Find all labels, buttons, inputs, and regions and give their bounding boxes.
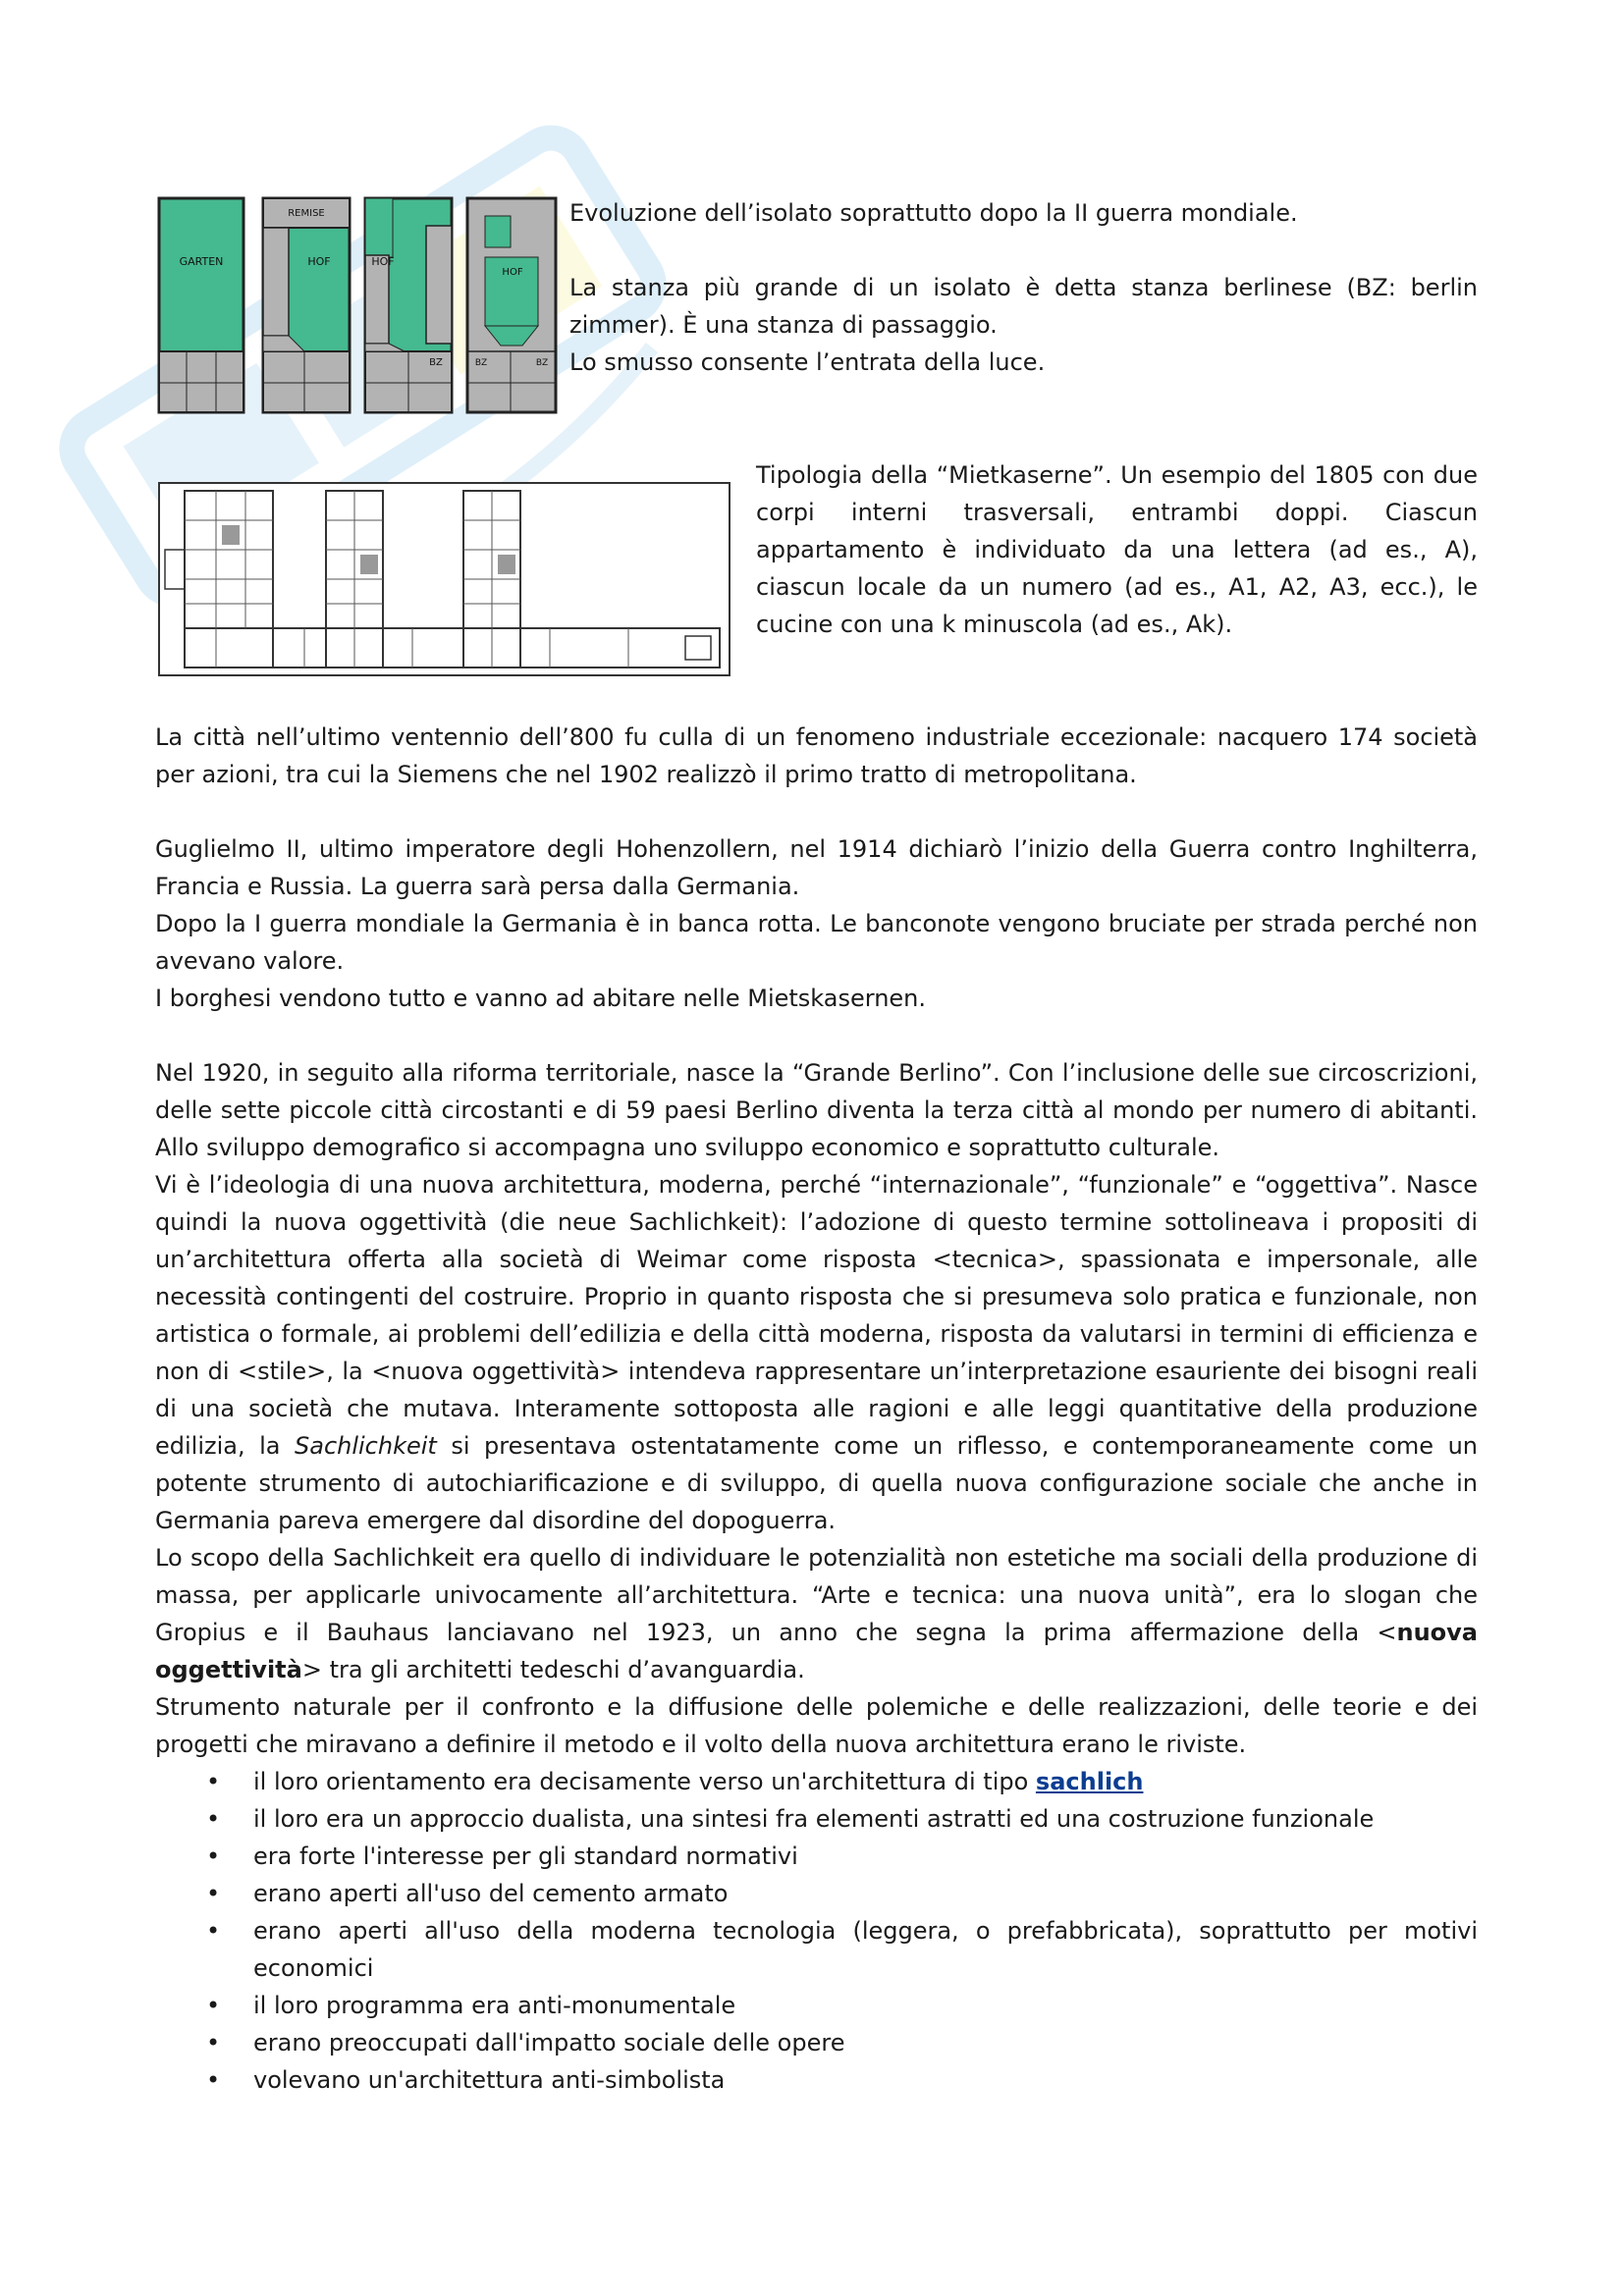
list-item: • erano aperti all'uso della moderna tecnologia (leggera, o prefabbricata), soprattutto per motivi economici (155, 1912, 1478, 1987)
paragraph-grande-berlino: Nel 1920, in seguito alla riforma territoriale, nasce la “Grande Berlino”. Con l’inclusione delle sue circoscrizioni, delle sette piccole città circostanti e di 59 paesi Berlino diventa la terza città al mondo per numero di abitanti. Allo sviluppo demografico si accompagna uno sviluppo economico e soprattutto culturale. (155, 1059, 1478, 1161)
block-evolution-caption (569, 194, 1478, 381)
hof-label-4: HOF (502, 267, 523, 278)
list-item: • era forte l'interesse per gli standard normativi (155, 1838, 1478, 1875)
caption-line-3: Lo smusso consente l’entrata della luce. (569, 348, 1046, 376)
paragraph-war-2: Dopo la I guerra mondiale la Germania è in banca rotta. Le banconote vengono bruciate per strada perché non avevano valore. (155, 910, 1478, 975)
caption-line-2: La stanza più grande di un isolato è detta stanza berlinese (BZ: berlin zimmer). È una stanza di passaggio. (569, 274, 1478, 339)
list-item: • volevano un'architettura anti-simbolista (155, 2061, 1478, 2099)
list-item: • il loro programma era anti-monumentale (155, 1987, 1478, 2024)
garten-label: GARTEN (179, 255, 224, 268)
main-text (155, 719, 1478, 2099)
list-item: • erano preoccupati dall'impatto sociale delle opere (155, 2024, 1478, 2061)
block-evolution-figure (157, 196, 560, 414)
paragraph-war-1: Guglielmo II, ultimo imperatore degli Hohenzollern, nel 1914 dichiarò l’inizio della Guerra contro Inghilterra, Francia e Russia. La guerra sarà persa dalla Germania. (155, 835, 1478, 900)
paragraph-industry: La città nell’ultimo ventennio dell’800 fu culla di un fenomeno industriale eccezionale: nacquero 174 società per azioni, tra cui la Siemens che nel 1902 realizzò il primo tratto di metropolitana. (155, 723, 1478, 788)
hof-label-2: HOF (307, 255, 331, 268)
hof-label-3: HOF (371, 255, 395, 268)
mietkaserne-caption: Tipologia della “Mietkaserne”. Un esempio del 1805 con due corpi interni trasversali, entrambi doppi. Ciascun appartamento è individuato da una lettera (ad es., A), ciascun locale da un numero (ad es., A1, A2, A3, ecc.), le cucine con una k minuscola (ad es., Ak). (756, 461, 1478, 638)
sachlichkeit-italic: Sachlichkeit (295, 1432, 437, 1460)
mietkaserne-plan-figure (157, 481, 731, 677)
bz-label-4a: BZ (474, 358, 488, 368)
list-item: • il loro orientamento era decisamente verso un'architettura di tipo sachlich (155, 1763, 1478, 1800)
bz-label-4b: BZ (535, 358, 549, 368)
nuova-oggettivita-bold: nuova oggettività (155, 1619, 1478, 1683)
paragraph-sachlichkeit: Vi è l’ideologia di una nuova architettura, moderna, perché “internazionale”, “funzionale” e “oggettiva”. Nasce quindi la nuova oggettività (die neue Sachlichkeit): l’adozione di questo termine sottolineava i propositi di un’architettura offerta alla società di Weimar come risposta <tecnica>, spassionata e impersonale, alle necessità contingenti del costruire. Proprio in quanto risposta che si presumeva solo pratica e funzionale, non artistica o formale, ai problemi dell’edilizia e della città moderna, risposta da valutarsi in termini di efficienza e non di <stile>, la <nuova oggettività> intendeva rappresentare un’interpretazione esauriente dei bisogni reali di una società che mutava. Interamente sottoposta alle ragioni e alle leggi quantitative della produzione edilizia, la Sachlichkeit si presentava ostentatamente come un riflesso, e contemporaneamente come un potente strumento di autochiarificazione e di sviluppo, di quella nuova configurazione sociale che anche in Germania pareva emergere dal disordine del dopoguerra. (155, 1171, 1478, 1534)
bz-label-3: BZ (429, 357, 443, 368)
paragraph-riviste: Strumento naturale per il confronto e la diffusione delle polemiche e delle realizzazioni, delle teorie e dei progetti che miravano a definire il metodo e il volto della nuova architettura erano le riviste. (155, 1693, 1478, 1758)
paragraph-war-3: I borghesi vendono tutto e vanno ad abitare nelle Mietskasernen. (155, 985, 927, 1012)
remise-label: REMISE (288, 208, 325, 219)
list-item: • il loro era un approccio dualista, una sintesi fra elementi astratti ed una costruzione funzionale (155, 1800, 1478, 1838)
caption-line-1: Evoluzione dell’isolato soprattutto dopo la II guerra mondiale. (569, 199, 1298, 227)
list-item: • erano aperti all'uso del cemento armato (155, 1875, 1478, 1912)
paragraph-bauhaus: Lo scopo della Sachlichkeit era quello di individuare le potenzialità non estetiche ma sociali della produzione di massa, per applicarle univocamente all’architettura. “Arte e tecnica: una nuova unità”, era lo slogan che Gropius e il Bauhaus lanciavano nel 1923, un anno che segna la prima affermazione della <nuova oggettività> tra gli architetti tedeschi d’avanguardia. (155, 1544, 1478, 1683)
riviste-bullet-list (155, 1763, 1478, 2099)
sachlich-link[interactable]: sachlich (1035, 1768, 1144, 1795)
